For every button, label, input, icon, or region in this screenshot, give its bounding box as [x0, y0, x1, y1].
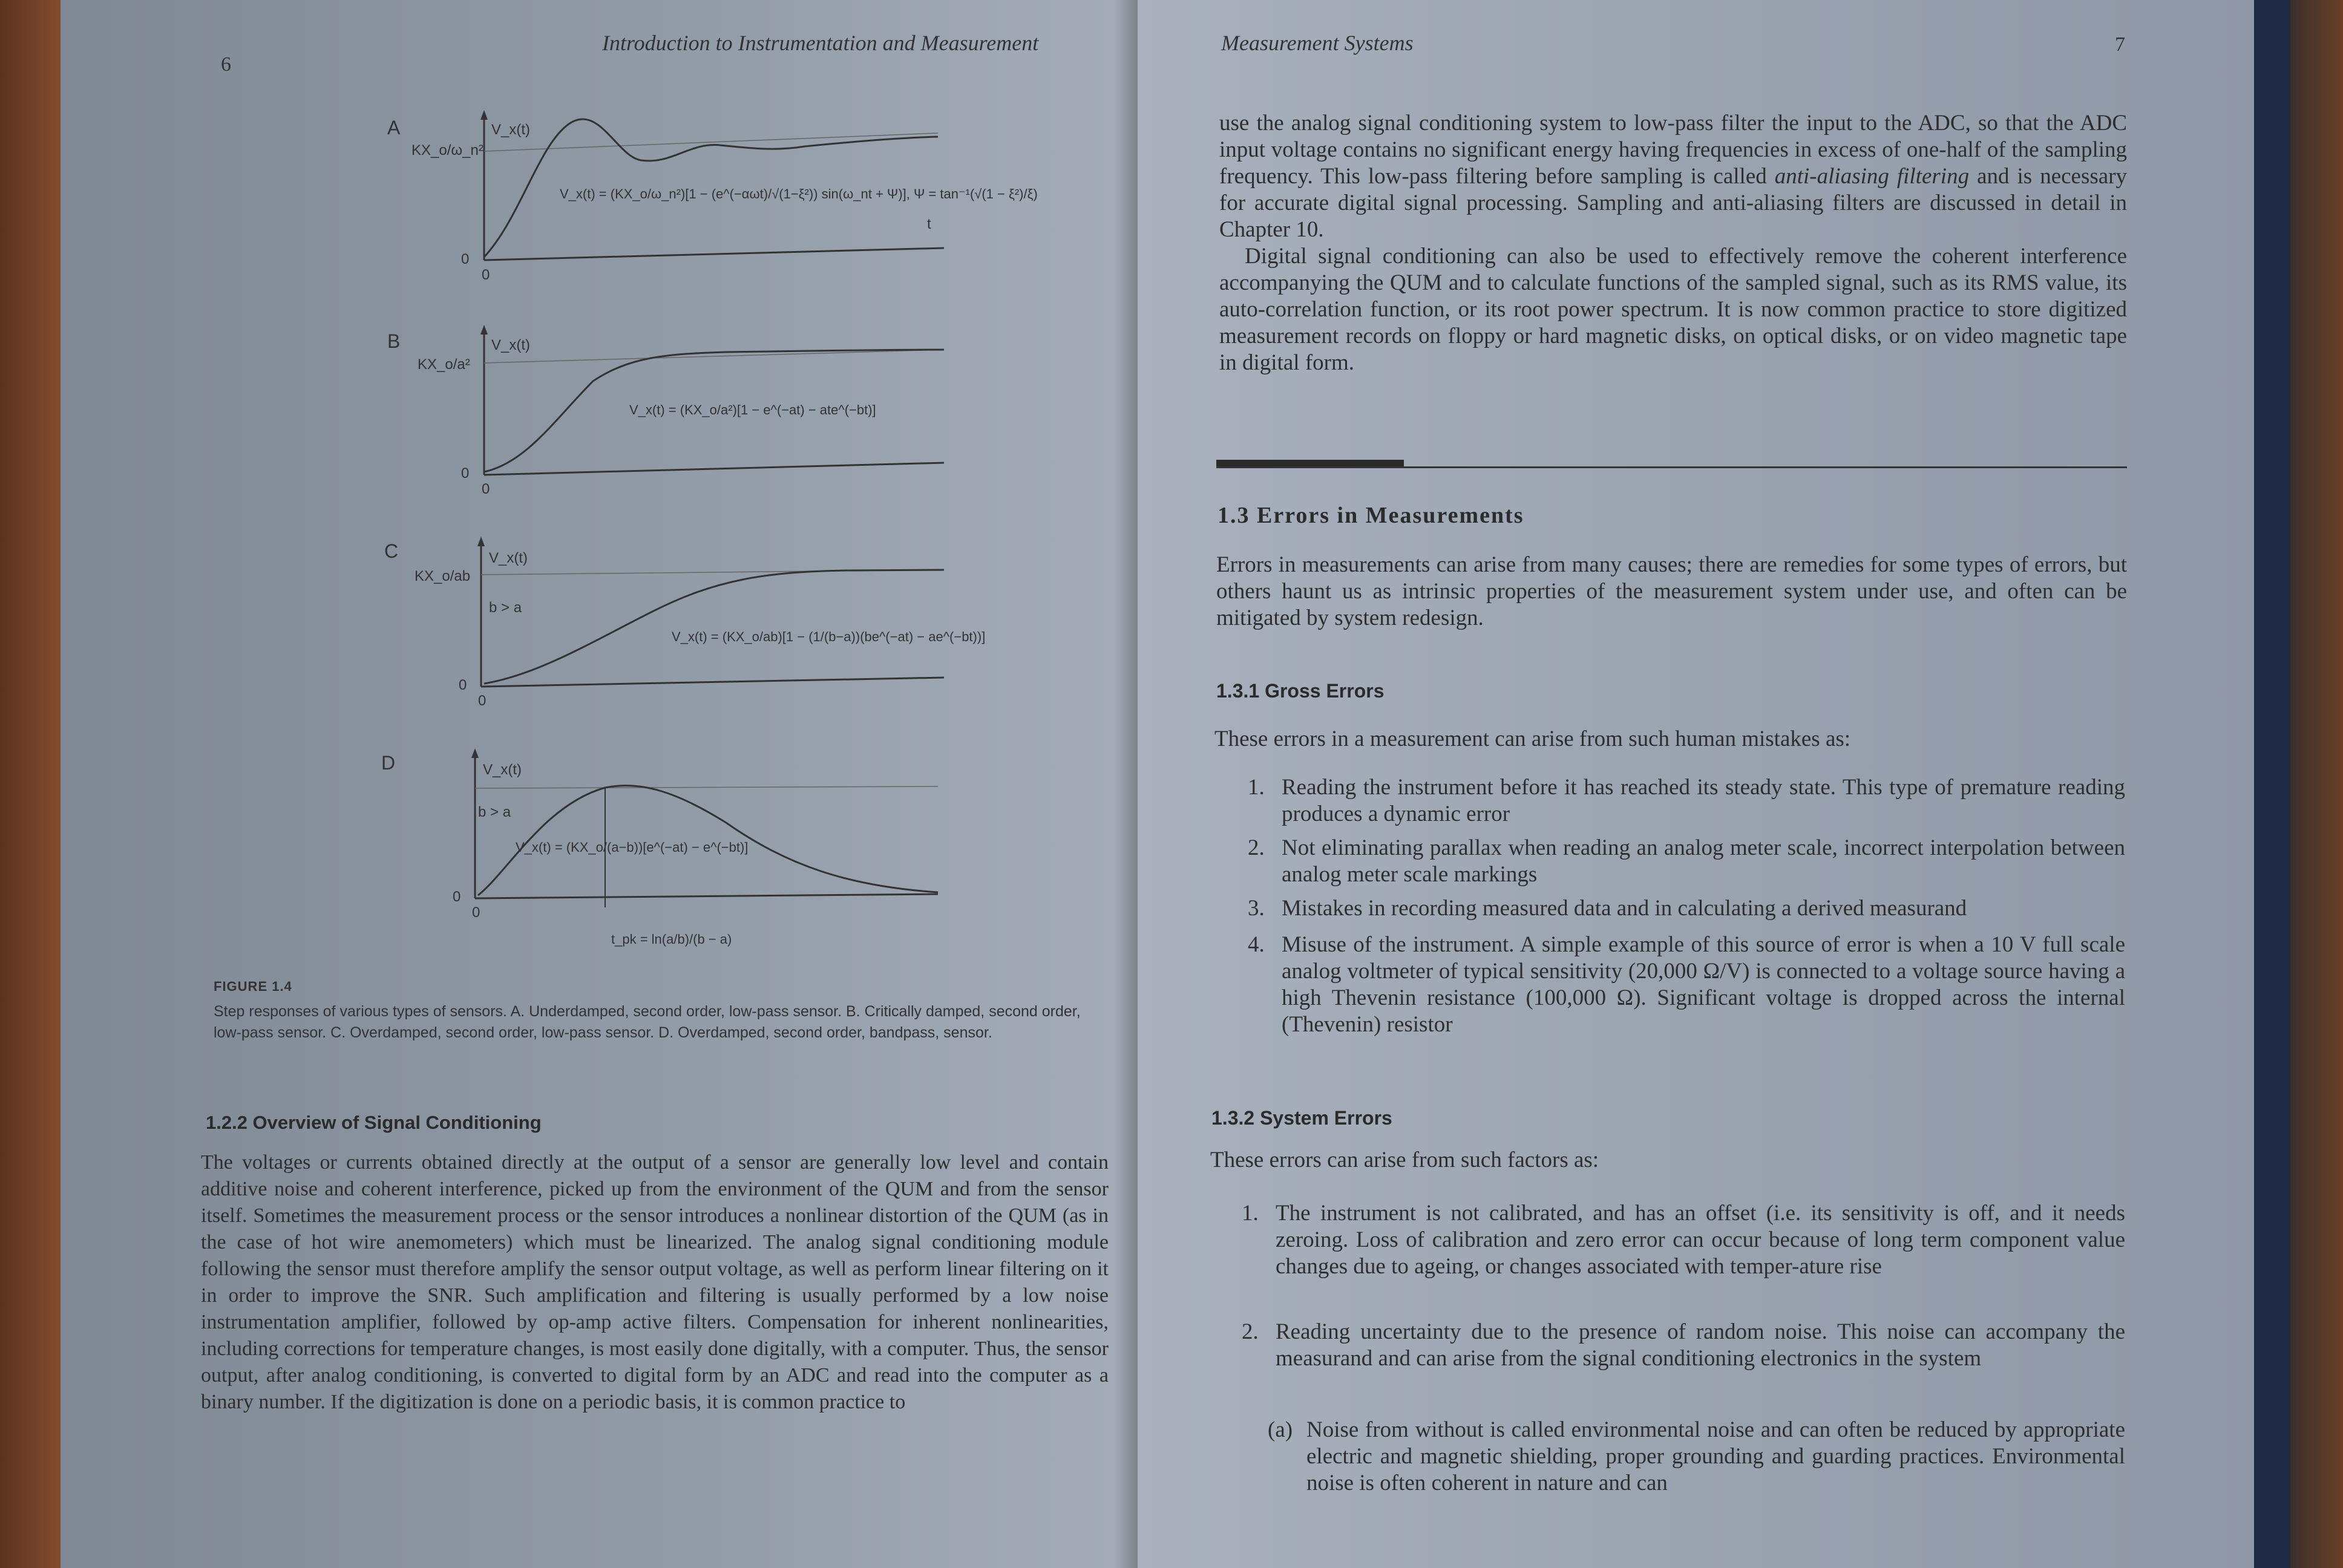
panel-d-equation: V_x(t) = (KX_o/(a−b))[e^(−at) − e^(−bt)] — [516, 840, 749, 855]
adc-paragraphs — [1219, 110, 2127, 376]
figure-caption: Step responses of various types of sensors. A. Underdamped, second order, low-pass sensor. B. Critically damped, second order, low-pass sensor. C. Overdamped, second order, low-pass sensor. D. Overdamped, second order, bandpass, sensor. — [214, 1003, 1081, 1041]
figure-title: FIGURE 1.4 — [214, 979, 292, 994]
gross-error-item-3: 3. Mistakes in recording measured data and in calculating a derived measurand — [1248, 896, 1967, 921]
panel-d-condition: b > a — [478, 804, 511, 820]
system-error-subitem-a: (a) Noise from without is called environmental noise and can often be reduced by appropriate electric and magnetic shielding, proper grounding and guarding practices. Environmental noise is often coherent in nature and can — [1268, 1417, 2125, 1495]
panel-a-xlabel: t — [927, 216, 931, 232]
panel-a-xaxis — [484, 248, 944, 260]
panel-b-level: KX_o/a² — [418, 356, 470, 373]
signal-conditioning-paragraph: The voltages or currents obtained directly at the output of a sensor are generally low level and contain additive noise and coherent interference, picked up from the environment of the QUM and from the sensor itself. Sometimes the measurement process or the sensor introduces a nonlinear distortion of the QUM (as in the case of hot wire anemometers) which must be linearized. The analog signal conditioning module following the sensor must therefore amplify the sensor output voltage, as well as perform linear filtering on it in order to improve the SNR. Such amplification and filtering is usually performed by a low noise instrumentation amplifier, followed by op-amp active filters. Compensation for inherent nonlinearities, including corrections for temperature changes, is most easily done digitally, with a computer. Thus, the sensor output, after analog conditioning, is converted to digital form by an ADC and read into the computer as a binary number. If the digitization is done on a periodic basis, it is common practice to — [201, 1151, 1109, 1413]
panel-d-ylabel: V_x(t) — [483, 762, 522, 778]
svg-text:0: 0 — [459, 677, 467, 693]
svg-text:0: 0 — [453, 889, 461, 905]
panel-c-level: KX_o/ab — [415, 568, 471, 584]
section-heading-1-3-2: 1.3.2 System Errors — [1211, 1107, 1392, 1129]
section-heading-1-3-1: 1.3.1 Gross Errors — [1216, 680, 1384, 702]
panel-c-xaxis — [481, 678, 944, 687]
panel-b-xaxis — [484, 463, 944, 475]
panel-b-letter: B — [387, 330, 401, 352]
book-cover-edge — [2254, 0, 2290, 1568]
svg-text:0: 0 — [472, 904, 480, 921]
panel-a-origin-y: 0 — [461, 251, 470, 267]
panel-c-equation: V_x(t) = (KX_o/ab)[1 − (1/(b−a))(be^(−at) − ae^(−bt))] — [672, 629, 986, 644]
panel-a — [387, 110, 1038, 283]
anti-aliasing-term: anti-aliasing filtering — [1774, 164, 1970, 189]
section-rule-thin — [1216, 466, 2127, 468]
panel-c-ylabel: V_x(t) — [489, 550, 528, 566]
panel-d — [381, 748, 938, 947]
svg-text:0: 0 — [482, 481, 490, 497]
digital-conditioning-paragraph: Digital signal conditioning can also be used to effectively remove the coherent interference accompanying the QUM and to calculate functions of the sampled signal, such as its RMS value, its auto-correlation function, or its root power spectrum. It is now common practice to store digitized measurement records on floppy or hard magnetic disks, on optical disks, or on video magnetic tape in digital form. — [1219, 244, 2127, 375]
gross-error-item-1: 1. Reading the instrument before it has reached its steady state. This type of premature reading produces a dynamic error — [1248, 775, 2125, 826]
svg-text:0: 0 — [461, 465, 470, 482]
panel-b-ylabel: V_x(t) — [491, 337, 531, 353]
gross-errors-intro: These errors in a measurement can arise from such human mistakes as: — [1214, 727, 1851, 751]
panel-a-origin-x: 0 — [482, 267, 490, 283]
gross-error-item-2: 2. Not eliminating parallax when reading an analog meter scale, incorrect interpolation between analog meter scale markings — [1248, 835, 2125, 887]
panel-d-peak: t_pk = ln(a/b)/(b − a) — [611, 932, 732, 947]
anti-aliasing-paragraph: use the analog signal conditioning system to low-pass filter the input to the ADC, so that the ADC input voltage contains no significant energy having frequencies in excess of one-half of the sampling frequency. This low-pass filtering before sampling is called anti-aliasing filtering and is necessary for accurate digital signal processing. Sampling and anti-aliasing filters are discussed in detail in Chapter 10. — [1219, 111, 2127, 242]
section-heading-1-3: 1.3 Errors in Measurements — [1217, 503, 1524, 528]
system-error-item-2: 2. Reading uncertainty due to the presence of random noise. This noise can accompany the measurand and can arise from the signal conditioning electronics in the system — [1242, 1319, 2125, 1371]
panel-c — [384, 537, 985, 709]
left-running-head: Introduction to Instrumentation and Measurement — [602, 31, 1039, 55]
left-page — [61, 0, 1138, 1568]
errors-intro: Errors in measurements can arise from many causes; there are remedies for some types of errors, but others haunt us as intrinsic properties of the measurement system under use, and often can be mitigated by system redesign. — [1216, 552, 2127, 630]
figure-step-responses — [303, 97, 1059, 962]
panel-c-curve — [484, 570, 944, 684]
panel-a-letter: A — [387, 117, 401, 139]
left-page-number: 6 — [221, 53, 231, 76]
panel-d-xaxis — [475, 894, 938, 898]
panel-c-condition: b > a — [489, 599, 522, 616]
right-page — [1138, 0, 2254, 1568]
panel-c-letter: C — [384, 540, 399, 562]
panel-a-level: KX_o/ω_n² — [411, 142, 483, 158]
gross-error-item-4: 4. Misuse of the instrument. A simple example of this source of error is when a 10 V full scale analog voltmeter of typical sensitivity (20,000 Ω/V) is connected to a voltage source having a high Thevenin resistance (100,000 Ω). Significant voltage is dropped across the internal (Thevenin) resistor — [1248, 932, 2125, 1037]
panel-a-equation: V_x(t) = (KX_o/ω_n²)[1 − (e^(−αωt)/√(1−ξ²)) sin(ω_nt + Ψ)], Ψ = tan⁻¹(√(1 − ξ²)/ξ) — [560, 186, 1038, 201]
system-error-item-1: 1. The instrument is not calibrated, and has an offset (i.e. its sensitivity is off, and it needs zeroing. Loss of calibration and zero error can occur because of long term component value changes due to ageing, or changes associated with temper-ature rise — [1242, 1201, 2125, 1279]
right-page-number: 7 — [2115, 33, 2125, 56]
right-running-head: Measurement Systems — [1221, 31, 1414, 55]
panel-a-ylabel: V_x(t) — [491, 122, 531, 138]
panel-b-equation: V_x(t) = (KX_o/a²)[1 − e^(−at) − ate^(−bt)] — [629, 402, 876, 417]
system-errors-intro: These errors can arise from such factors as: — [1210, 1148, 1599, 1172]
section-heading-1-2-2: 1.2.2 Overview of Signal Conditioning — [206, 1112, 542, 1133]
svg-text:0: 0 — [478, 693, 487, 709]
panel-b — [387, 325, 944, 497]
panel-d-letter: D — [381, 752, 396, 774]
